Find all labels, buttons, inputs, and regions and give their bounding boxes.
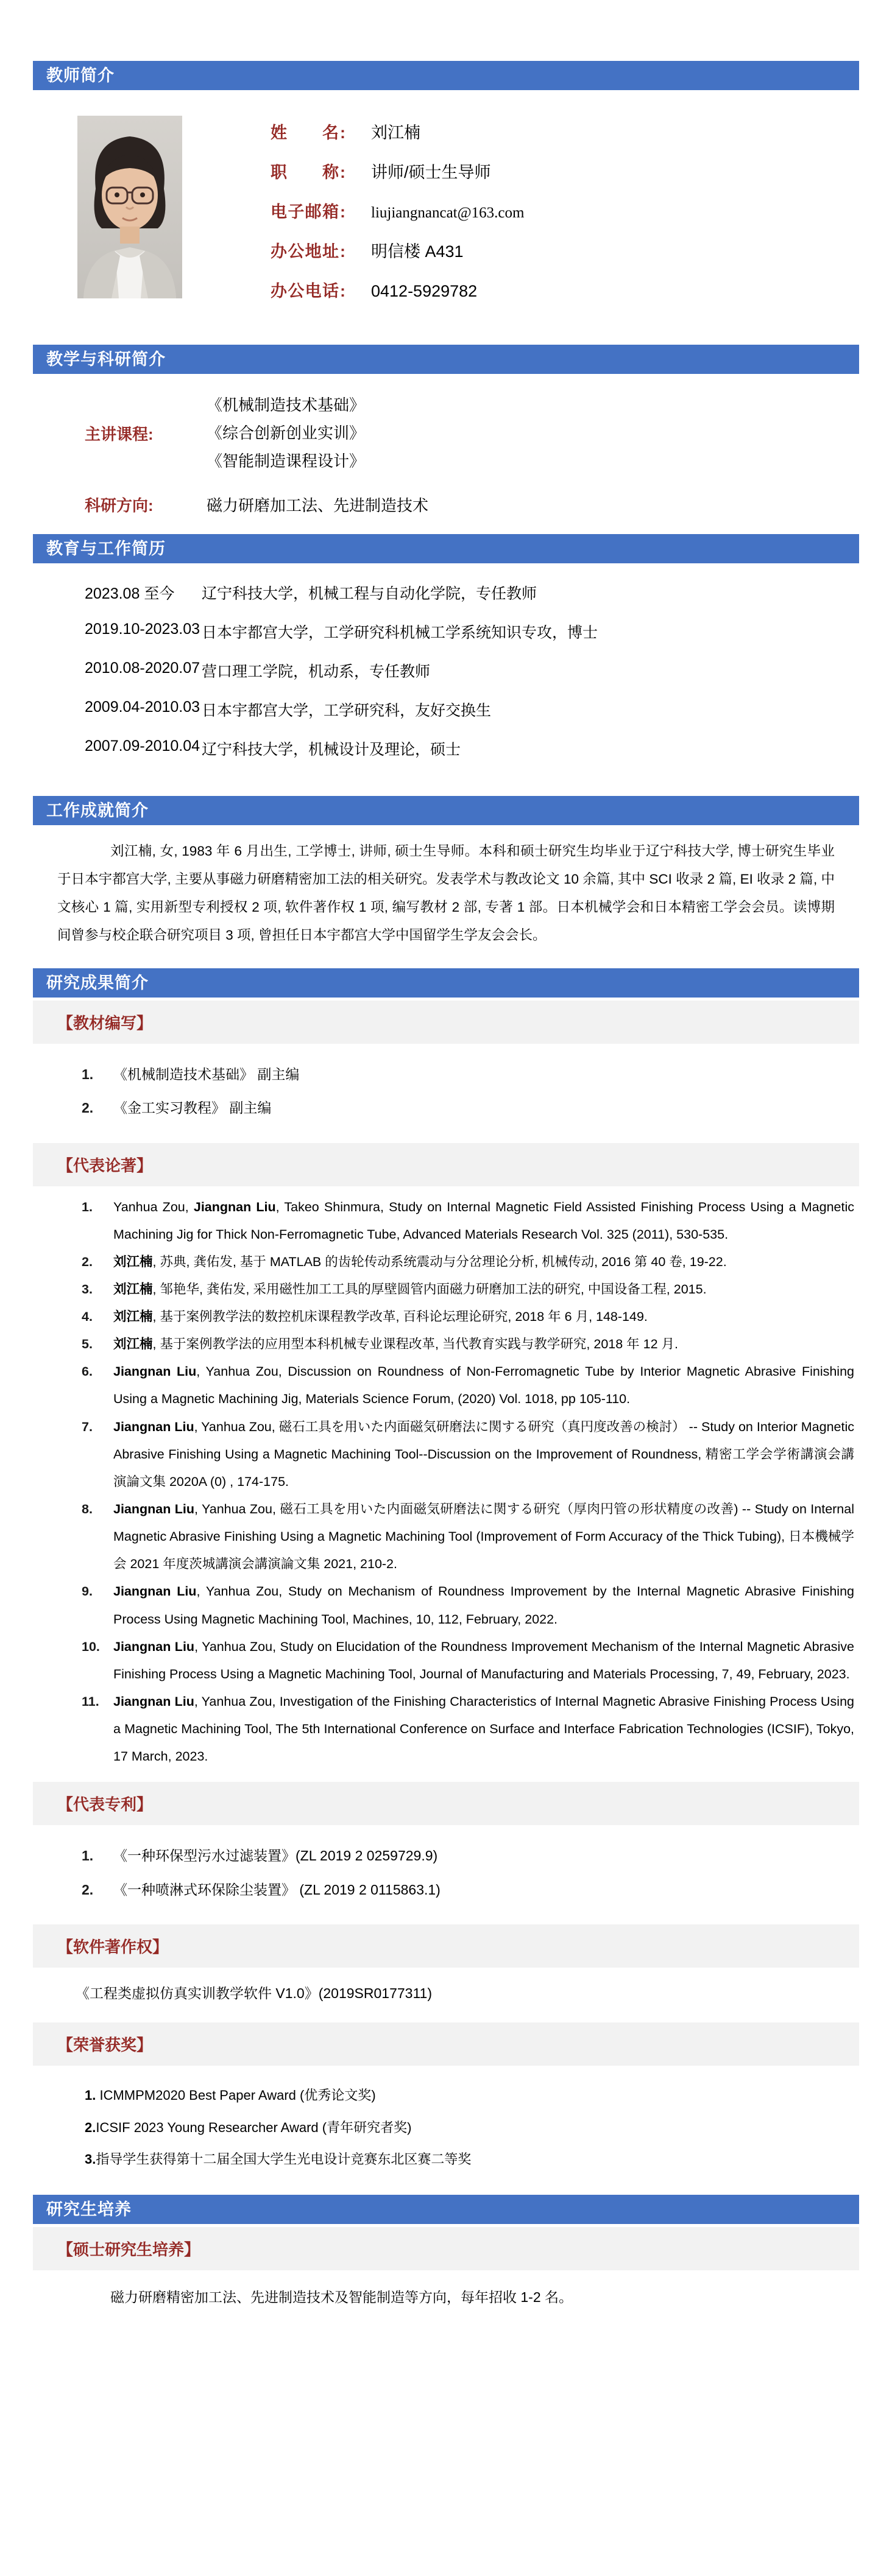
education-history-list [33,563,859,796]
item-number: 10. [82,1639,100,1654]
subheader-patents: 【代表专利】 [33,1782,859,1825]
publication-citation: 刘江楠, 邹艳华, 龚佑发, 采用磁性加工工具的厚壁圆管内面磁力研磨加工法的研究, 中国设备工程, 2015. [113,1281,707,1297]
subheader-publications: 【代表论著】 [33,1143,859,1186]
profile-field-row [271,159,524,183]
item-number: 3. [82,1281,93,1297]
subheader-textbooks: 【教材编写】 [33,1001,859,1044]
field-label: 职称 [271,163,339,181]
section-header-education-work [33,534,859,563]
section-title-education-work: 教育与工作简历 [46,540,166,558]
field-colon: : [340,124,345,142]
field-value: liujiangnancat@163.com [371,205,525,221]
item-number: 9. [82,1584,93,1599]
teaching-block [33,374,859,534]
publication-item [82,1578,854,1633]
course-title: 《综合创新创业实训》 [207,424,366,442]
honor-item: 1. ICMMPM2020 Best Paper Award (优秀论文奖) [85,2088,376,2103]
item-number: 5. [82,1337,93,1352]
education-period: 2010.08-2020.07 [85,660,200,677]
item-number: 11. [82,1694,99,1709]
profile-field-row [271,278,524,301]
section-title-research-results: 研究成果简介 [46,973,149,992]
research-direction-row [85,493,859,516]
patent-item [82,1879,854,1901]
courses-row [85,391,859,475]
patent-title: 《一种喷淋式环保除尘装置》 (ZL 2019 2 0115863.1) [113,1881,441,1898]
section-header-research-results [33,968,859,998]
publication-item [82,1496,854,1578]
field-label: 办公地址 [271,242,339,261]
course-title: 《智能制造课程设计》 [207,452,366,470]
section-title-work-achievements: 工作成就简介 [46,801,149,820]
section-header-graduate-training [33,2195,859,2224]
education-row [85,621,859,642]
field-label: 办公电话 [271,282,339,300]
field-value: 0412-5929782 [371,282,478,300]
education-description: 辽宁科技大学，机械设计及理论，硕士 [202,741,461,758]
faculty-profile-page [33,0,859,2306]
master-training-description: 磁力研磨精密加工法、先进制造技术及智能制造等方向，每年招收 1-2 名。 [110,2289,573,2306]
patent-item [82,1845,854,1867]
textbook-item [82,1097,854,1119]
section-title-teacher-profile: 教师简介 [46,66,115,85]
education-period: 2019.10-2023.03 [85,621,200,638]
profile-fields [271,116,524,317]
publication-item [82,1688,854,1770]
publication-citation: Jiangnan Liu, Yanhua Zou, 磁石工具を用いた内面磁気研磨法に関する研究（真円度改善の検討） -- Study on Interior Magnetic Abrasive Finishing Using a Magnetic Machining Tool--Discussion on the Improvement of Roundness, 精密工学会学術講演会講演論文集 2020A (0) , 174-175. [113,1419,854,1489]
field-value: 讲师/硕士生导师 [371,163,491,181]
software-copyright-item: 《工程类虚拟仿真实训教学软件 V1.0》(2019SR0177311) [76,1985,432,2002]
profile-field-row [271,199,524,222]
publication-citation: Jiangnan Liu, Yanhua Zou, Study on Mechanism of Roundness Improvement by the Internal Magnetic Abrasive Finishing Process Using Magnetic Machining Tool, Machines, 10, 112, February, 2022. [113,1584,855,1627]
textbook-title: 《机械制造技术基础》 副主编 [113,1066,300,1082]
education-description: 辽宁科技大学，机械工程与自动化学院，专任教师 [202,585,537,602]
patent-title: 《一种环保型污水过滤装置》(ZL 2019 2 0259729.9) [113,1848,438,1864]
education-row [85,582,859,604]
subheader-software-copyright: 【软件著作权】 [33,1924,859,1968]
course-title: 《机械制造技术基础》 [207,396,366,414]
education-description: 营口理工学院，机动系，专任教师 [202,663,431,680]
field-colon: : [340,242,345,261]
item-number: 1. [82,1848,94,1864]
publication-item [82,1248,854,1276]
publication-citation: Jiangnan Liu, Yanhua Zou, 磁石工具を用いた内面磁気研磨法に関する研究（厚肉円管の形状精度の改善) -- Study on Internal Magnetic Abrasive Finishing Using a Magnetic Machining Tool (Improvement of Form Accuracy of the Thick Tubing), 日本機械学会 2021 年度茨城講演会講演論文集 2021, 210-2. [113,1502,854,1572]
section-title-teaching-research: 教学与科研简介 [46,350,166,368]
teacher-photo [77,116,182,298]
education-description: 日本宇都宫大学，工学研究科，友好交换生 [202,702,492,719]
honor-item: 2.ICSIF 2023 Young Researcher Award (青年研究者奖) [85,2119,412,2135]
profile-field-row [271,119,524,143]
education-row [85,699,859,720]
education-period: 2023.08 至今 [85,585,175,602]
research-direction-label: 科研方向: [85,496,154,515]
publication-item [82,1358,854,1413]
publication-item [82,1303,854,1331]
publication-citation: 刘江楠, 基于案例教学法的数控机床课程教学改革, 百科论坛理论研究, 2018 年 6 月, 148-149. [113,1309,648,1325]
item-number: 1. [82,1066,94,1082]
publication-citation: Jiangnan Liu, Yanhua Zou, Investigation of the Finishing Characteristics of Internal Magnetic Abrasive Finishing Process Using a Magnetic Machining Tool, The 5th International Conference on Surface and Interface Fabrication Technologies (ICSIF), Tokyo, 17 March, 2023. [113,1694,854,1764]
section-title-graduate-training: 研究生培养 [46,2200,132,2219]
honor-list [33,2066,859,2195]
item-number: 2. [82,1100,94,1116]
textbook-item [82,1064,854,1085]
publication-item [82,1194,854,1248]
field-label: 姓名 [271,124,339,142]
item-number: 4. [82,1309,93,1325]
portrait-illustration [77,116,182,298]
publication-citation: Jiangnan Liu, Yanhua Zou, Study on Elucidation of the Roundness Improvement Mechanism of the Internal Magnetic Abrasive Finishing Process Using a Magnetic Machining Tool, Journal of Manufacturing and Materials Processing, 7, 49, February, 2023. [113,1639,854,1681]
publication-list [33,1186,859,1779]
honor-item: 3.指导学生获得第十二届全国大学生光电设计竞赛东北区赛二等奖 [85,2151,472,2167]
education-row [85,660,859,681]
education-period: 2007.09-2010.04 [85,737,200,755]
subheader-honors: 【荣誉获奖】 [33,2022,859,2066]
field-colon: : [340,203,345,221]
item-number: 8. [82,1502,93,1517]
education-row [85,737,859,759]
section-header-teacher-profile [33,61,859,90]
publication-item [82,1331,854,1358]
publication-item [82,1633,854,1688]
field-label: 电子邮箱 [271,203,339,221]
publication-citation: 刘江楠, 基于案例教学法的应用型本科机械专业课程改革, 当代教育实践与教学研究, 2018 年 12 月. [113,1337,678,1352]
item-number: 2. [82,1881,94,1898]
course-list [207,391,365,475]
publication-item [82,1413,854,1496]
publication-citation: Jiangnan Liu, Yanhua Zou, Discussion on Roundness of Non-Ferromagnetic Tube by Interior Magnetic Abrasive Finishing Using a Magnetic Machining Jig, Materials Science Forum, (2020) Vol. 1018, pp 105-110. [113,1364,854,1407]
field-value: 明信楼 A431 [371,242,464,261]
publication-item [82,1276,854,1303]
section-header-teaching-research [33,345,859,374]
field-value: 刘江楠 [371,124,420,142]
courses-label: 主讲课程: [85,424,154,443]
publication-citation: 刘江楠, 苏典, 龚佑发, 基于 MATLAB 的齿轮传动系统震动与分岔理论分析, 机械传动, 2016 第 40 卷, 19-22. [113,1254,727,1269]
achievements-paragraph: 刘江楠, 女, 1983 年 6 月出生, 工学博士, 讲师, 硕士生导师。本科和硕士研究生均毕业于辽宁科技大学, 博士研究生毕业于日本宇都宫大学, 主要从事磁力研磨精密加工法的相关研究。发表学术与教改论文 10 余篇, 其中 SCI 收录 2 篇, EI 收录 2 篇, 中文核心 1 篇, 实用新型专利授权 2 项, 软件著作权 1 项, 编写教材 2 部, 专著 1 部。日本机械学会和日本精密工学会会员。读博期间曾参与校企联合研究项目 3 项, 曾担任日本宇都宫大学中国留学生学友会会长。 [57,843,835,943]
patent-list [33,1825,859,1921]
section-header-work-achievements [33,796,859,825]
field-colon: : [340,163,345,181]
education-description: 日本宇都宫大学，工学研究科机械工学系统知识专攻，博士 [202,624,598,641]
profile-block [77,116,859,317]
textbook-title: 《金工实习教程》 副主编 [113,1100,272,1116]
item-number: 7. [82,1419,93,1434]
item-number: 6. [82,1364,93,1379]
publication-citation: Yanhua Zou, Jiangnan Liu, Takeo Shinmura, Study on Internal Magnetic Field Assisted Finishing Process Using a Magnetic Machining Jig for Thick Non-Ferromagnetic Tube, Advanced Materials Research Vol. 325 (2011), 530-535. [113,1199,855,1242]
item-number: 2. [82,1254,93,1269]
education-period: 2009.04-2010.03 [85,699,200,716]
item-number: 1. [82,1199,93,1214]
profile-field-row [271,238,524,262]
field-colon: : [340,282,345,300]
research-direction-value: 磁力研磨加工法、先进制造技术 [207,496,429,515]
subheader-master-training: 【硕士研究生培养】 [33,2227,859,2270]
textbook-list [33,1044,859,1140]
